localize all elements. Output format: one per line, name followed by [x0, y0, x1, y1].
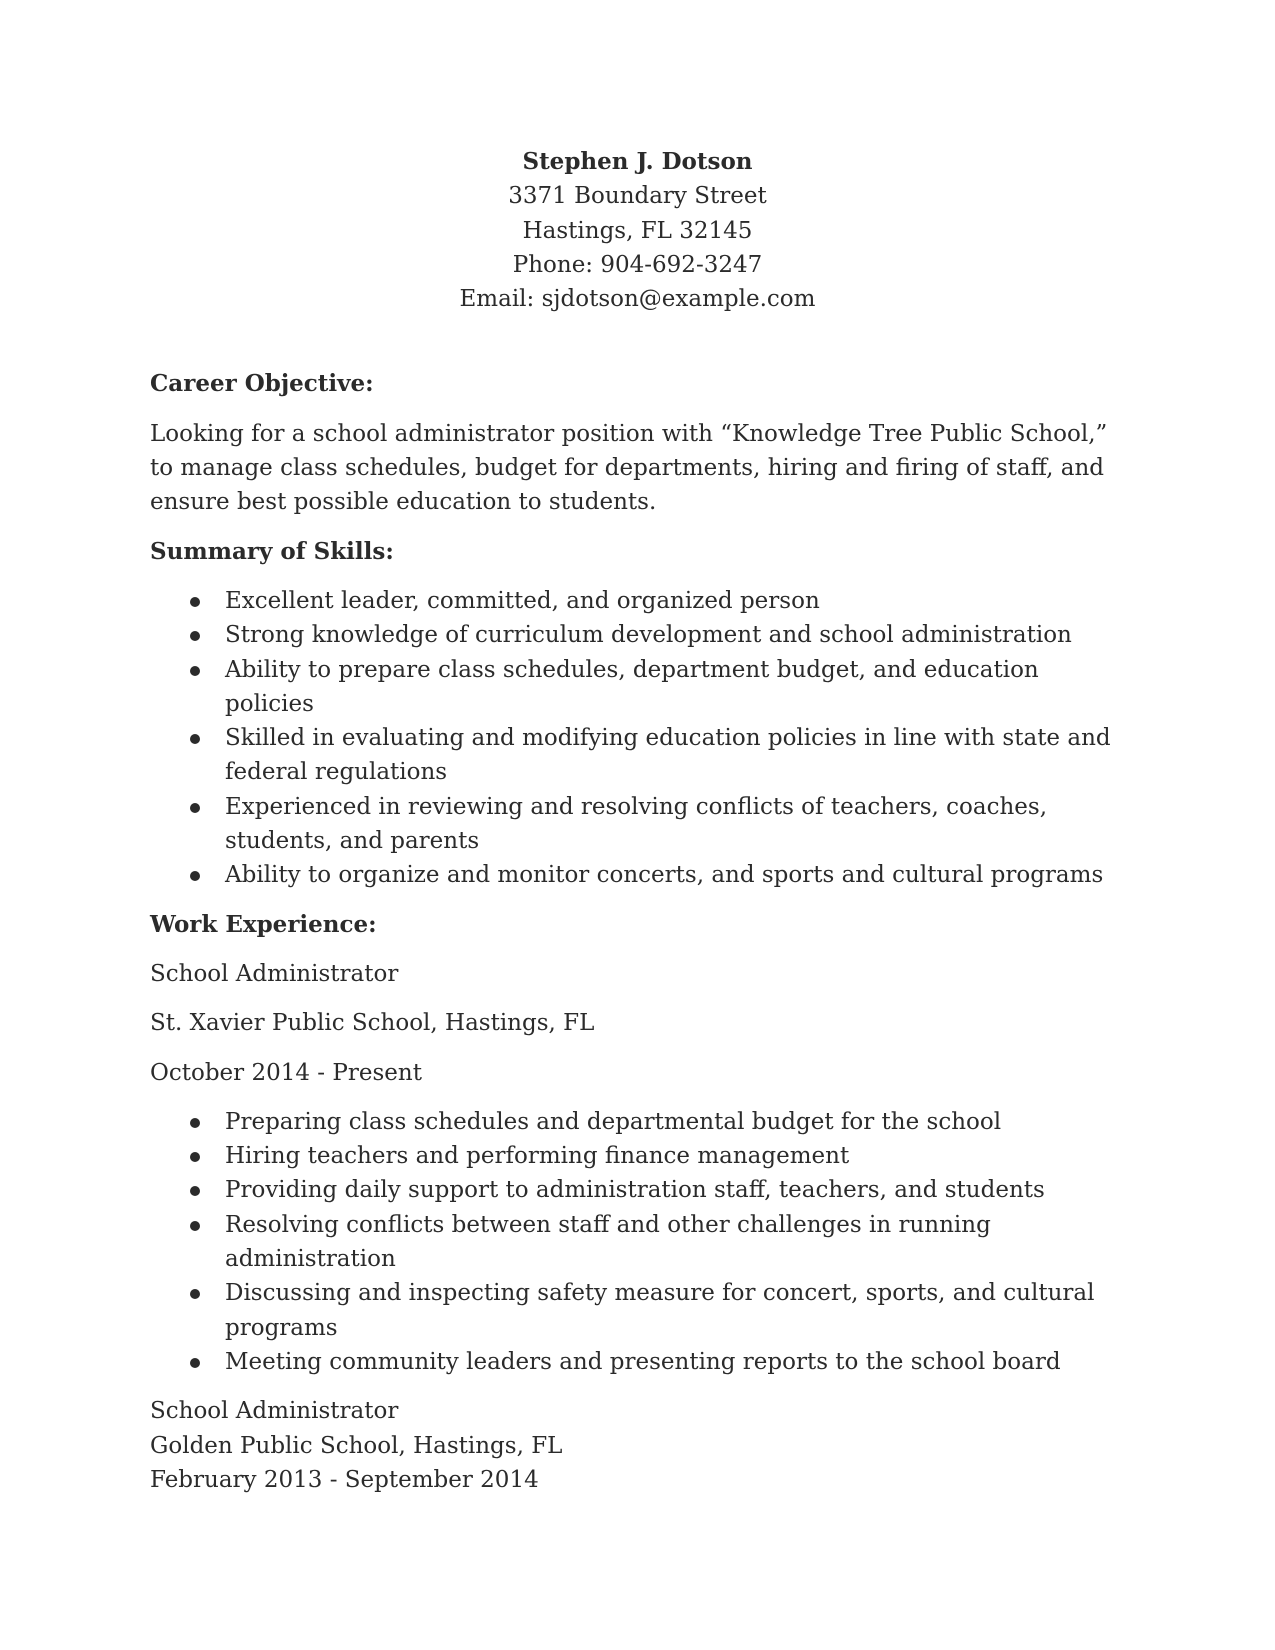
skill-text: Strong knowledge of curriculum development and school administration	[225, 622, 1072, 649]
job1-dates: October 2014 - Present	[150, 1059, 422, 1086]
list-item	[150, 1139, 1125, 1173]
bullet-icon	[190, 1221, 200, 1231]
list-item	[150, 790, 1125, 859]
work-experience-heading: Work Experience:	[150, 910, 377, 938]
job1-title: School Administrator	[150, 960, 399, 987]
list-item	[150, 653, 1125, 722]
bullet-icon	[190, 666, 200, 676]
duty-text: Providing daily support to administration staff, teachers, and students	[225, 1177, 1045, 1204]
skill-text: Experienced in reviewing and resolving conflicts of teachers, coaches, students, and parents	[225, 793, 1048, 855]
bullet-icon	[190, 871, 200, 881]
bullet-icon	[190, 1289, 200, 1299]
list-item	[150, 584, 1125, 618]
list-item	[150, 1208, 1125, 1277]
job2-employer: Golden Public School, Hastings, FL	[150, 1432, 563, 1459]
list-item	[150, 1276, 1125, 1345]
email-line: Email: sjdotson@example.com	[459, 286, 816, 313]
duty-text: Preparing class schedules and departmental budget for the school	[225, 1108, 1002, 1135]
list-item	[150, 618, 1125, 652]
list-item	[150, 721, 1125, 790]
skill-text: Skilled in evaluating and modifying education policies in line with state and federal regulations	[225, 725, 1111, 786]
bullet-icon	[190, 1186, 200, 1196]
job2-dates: February 2013 - September 2014	[150, 1466, 539, 1493]
resume-content	[150, 145, 1125, 1497]
career-objective-text: Looking for a school administrator position with “Knowledge Tree Public School,” to manage class schedules, budget for departments, hiring and firing of staff, and ensure best possible education to students.	[150, 420, 1108, 516]
skills-list	[150, 584, 1125, 893]
list-item	[150, 858, 1125, 892]
bullet-icon	[190, 803, 200, 813]
duty-text: Discussing and inspecting safety measure for concert, sports, and cultural programs	[225, 1280, 1095, 1341]
bullet-icon	[190, 734, 200, 744]
contact-header	[150, 145, 1125, 316]
bullet-icon	[190, 1118, 200, 1128]
skills-heading: Summary of Skills:	[150, 537, 394, 565]
list-item	[150, 1105, 1125, 1139]
skill-text: Ability to prepare class schedules, department budget, and education policies	[225, 656, 1039, 717]
skill-text: Excellent leader, committed, and organized person	[225, 587, 820, 614]
applicant-name: Stephen J. Dotson	[522, 148, 753, 175]
duty-text: Hiring teachers and performing finance management	[225, 1143, 850, 1170]
list-item	[150, 1345, 1125, 1379]
bullet-icon	[190, 597, 200, 607]
job2-title: School Administrator	[150, 1398, 399, 1425]
bullet-icon	[190, 1152, 200, 1162]
job1-duties-list	[150, 1105, 1125, 1379]
career-objective-heading: Career Objective:	[150, 370, 374, 398]
skill-text: Ability to organize and monitor concerts, and sports and cultural programs	[225, 862, 1104, 889]
job1-employer: St. Xavier Public School, Hastings, FL	[150, 1010, 595, 1037]
bullet-icon	[190, 631, 200, 641]
address-street: 3371 Boundary Street	[508, 183, 767, 210]
duty-text: Meeting community leaders and presenting reports to the school board	[225, 1348, 1061, 1375]
duty-text: Resolving conflicts between staff and other challenges in running administration	[225, 1211, 991, 1273]
address-city: Hastings, FL 32145	[522, 217, 753, 244]
phone-line: Phone: 904-692-3247	[512, 251, 763, 278]
bullet-icon	[190, 1358, 200, 1368]
list-item	[150, 1173, 1125, 1207]
